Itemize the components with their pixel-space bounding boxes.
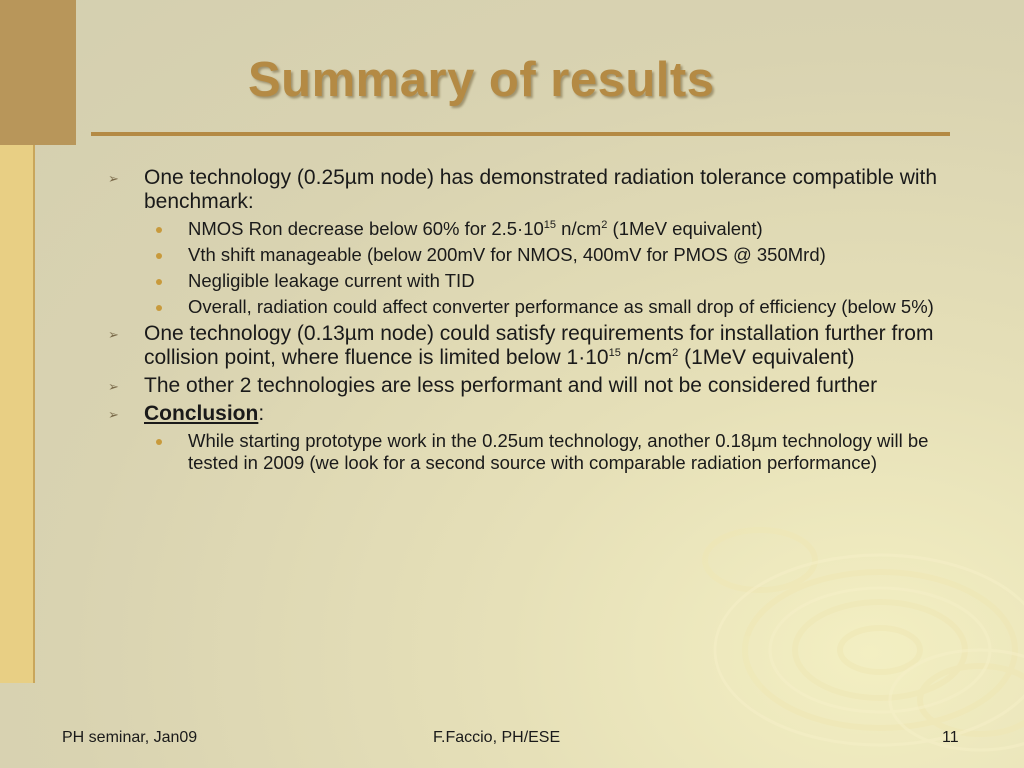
- bullet-4: [108, 402, 968, 426]
- corner-accent-block: [0, 0, 76, 145]
- superscript: 2: [601, 218, 608, 231]
- sub-bullet-1-3: [108, 270, 968, 292]
- bullet-3-text: The other 2 technologies are less performant and will not be considered further: [144, 374, 878, 397]
- superscript: 15: [608, 347, 621, 359]
- footer-center: F.Faccio, PH/ESE: [433, 729, 561, 746]
- bullet-2-text: (1MeV equivalent): [678, 346, 855, 369]
- footer-left: PH seminar, Jan09: [62, 729, 198, 746]
- dot-bullet-icon: [156, 439, 162, 445]
- sub-bullet-text: NMOS Ron decrease below 60% for 2.5·10: [188, 218, 544, 239]
- superscript: 2: [672, 347, 679, 359]
- bullet-1: [108, 166, 968, 214]
- arrow-bullet-icon: ➢: [108, 379, 119, 394]
- bullet-2-text: n/cm: [620, 346, 673, 369]
- sub-bullet-text: n/cm: [556, 218, 602, 239]
- conclusion-label: Conclusion: [144, 402, 259, 425]
- bullet-1-text: One technology (0.25µm node) has demonstrated radiation tolerance compatible with benchmark:: [144, 166, 938, 213]
- sub-bullet-text: Overall, radiation could affect converter performance as small drop of efficiency (below 5%): [188, 296, 934, 317]
- sub-bullet-1-2: [108, 244, 968, 266]
- page-number: 11: [942, 729, 959, 746]
- sub-bullet-text: Negligible leakage current with TID: [188, 270, 475, 291]
- sub-bullet-4-1: [108, 430, 968, 474]
- arrow-bullet-icon: ➢: [108, 407, 119, 422]
- arrow-bullet-icon: ➢: [108, 327, 119, 342]
- left-accent-bar: [0, 145, 35, 683]
- dot-bullet-icon: [156, 227, 162, 233]
- conclusion-colon: :: [258, 402, 265, 425]
- sub-bullet-1-4: [108, 296, 968, 318]
- sub-bullet-text: While starting prototype work in the 0.25um technology, another 0.18µm technology will be tested in 2009 (we look for a second source with comparable radiation performance): [188, 430, 929, 473]
- dot-bullet-icon: [156, 253, 162, 259]
- slide-content: [108, 166, 968, 478]
- bullet-2-text: One technology (0.13µm node) could satisfy requirements for installation further from collision point, where fluence is limited below 1·10: [144, 322, 934, 369]
- sub-bullet-text: (1MeV equivalent): [607, 218, 763, 239]
- bullet-2: [108, 322, 968, 370]
- arrow-bullet-icon: ➢: [108, 171, 119, 186]
- sub-bullet-text: Vth shift manageable (below 200mV for NMOS, 400mV for PMOS @ 350Mrd): [188, 244, 826, 265]
- sub-bullet-1-1: [108, 218, 968, 240]
- bullet-3: [108, 374, 968, 398]
- superscript: 15: [543, 218, 557, 231]
- slide-title: Summary of results: [248, 53, 715, 107]
- dot-bullet-icon: [156, 279, 162, 285]
- title-underline: [91, 132, 950, 136]
- dot-bullet-icon: [156, 305, 162, 311]
